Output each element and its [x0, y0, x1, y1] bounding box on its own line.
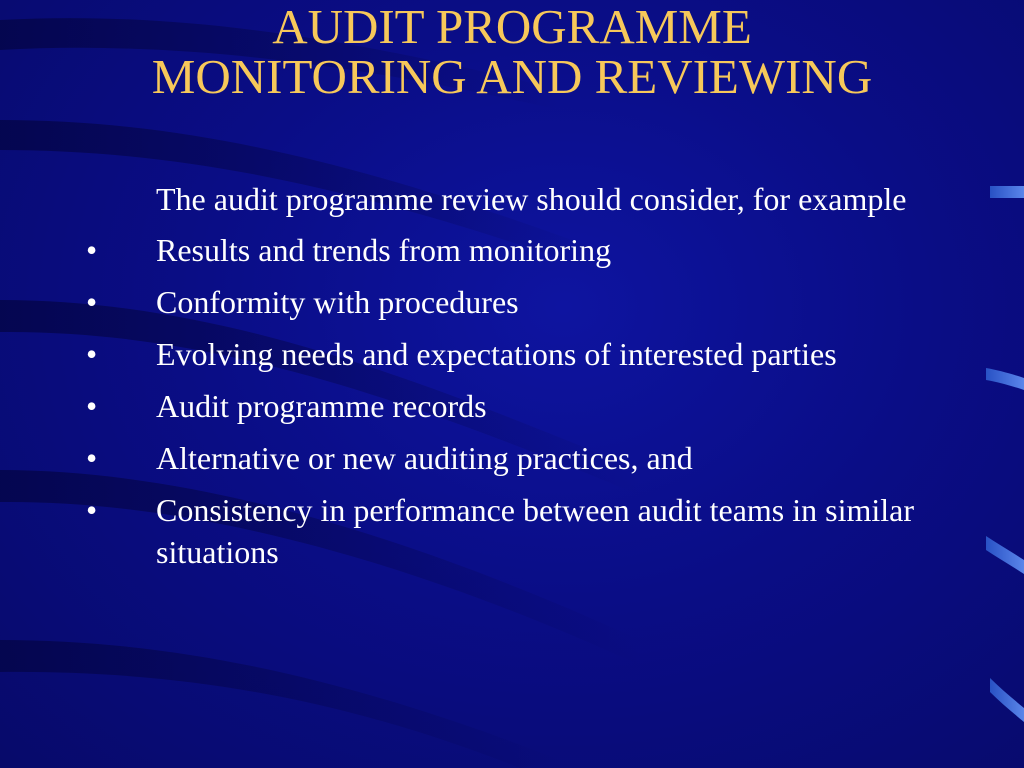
bullet-item [60, 281, 960, 323]
intro-text: The audit programme review should consider, for example [156, 181, 907, 217]
bullet-text: Alternative or new auditing practices, and [156, 440, 693, 476]
accent-bars [986, 186, 1024, 722]
bullet-item [60, 489, 960, 573]
slide-title [0, 2, 1024, 102]
bullet-item [60, 385, 960, 427]
bullet-text: Evolving needs and expectations of interested parties [156, 336, 837, 372]
bullet-dot-icon: • [86, 336, 98, 372]
bullet-dot-icon: • [86, 440, 98, 476]
bullet-dot-icon: • [86, 284, 98, 320]
title-line-2: MONITORING AND REVIEWING [151, 49, 873, 104]
title-line-1: AUDIT PROGRAMME [272, 0, 752, 54]
bullet-dot-icon: • [86, 388, 98, 424]
bullet-dot-icon: • [86, 492, 98, 528]
bullet-item [60, 437, 960, 479]
bullet-dot-icon: • [86, 232, 98, 268]
bullet-text: Conformity with procedures [156, 284, 519, 320]
bullet-item [60, 333, 960, 375]
bullet-item [60, 229, 960, 271]
bullet-text: Results and trends from monitoring [156, 232, 612, 268]
bullet-text: Consistency in performance between audit teams in similar situations [156, 492, 914, 570]
bullet-text: Audit programme records [156, 388, 487, 424]
slide-body [60, 178, 960, 583]
